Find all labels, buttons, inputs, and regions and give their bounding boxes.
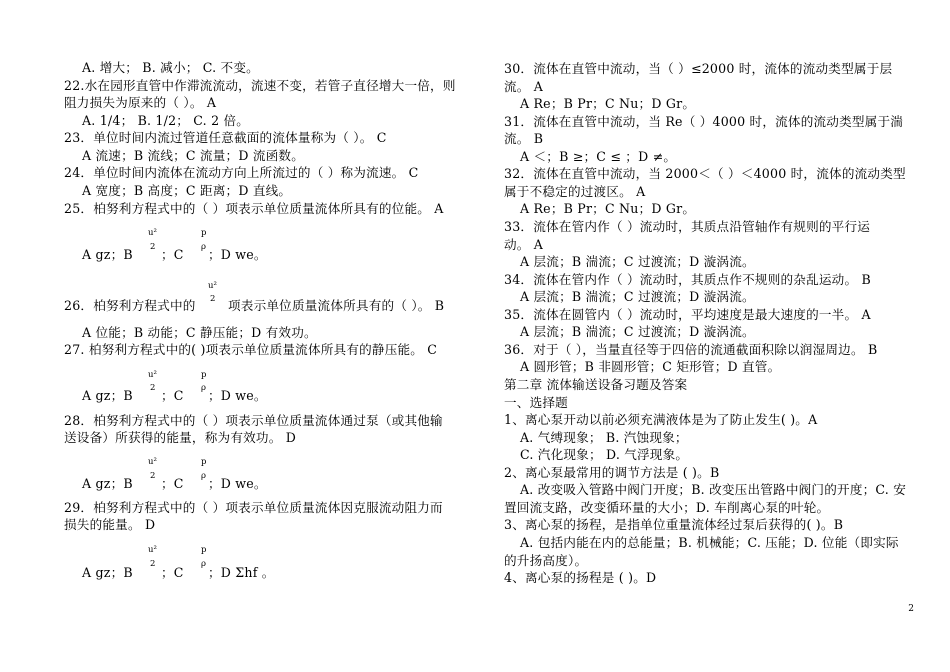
q32-options: A Re；B Pr；C Nu；D Gr。 — [520, 201, 696, 216]
c2-q3-options: A. 包括内能在内的总能量；B. 机械能；C. 压能；D. 位能（即实际 — [520, 535, 899, 550]
c2-q2-text: 2、离心泵最常用的调节方法是 ( )。B — [504, 465, 720, 480]
q32-text: 32．流体在直管中流动，当 2000＜（ ）＜4000 时，流体的流动类型 — [504, 166, 906, 181]
q27-option-d: ；D we。 — [208, 388, 267, 403]
q24-text: 24．单位时间内流体在流动方向上所流过的（ ）称为流速。 C — [64, 165, 419, 180]
q27-fraction-rho: ρ — [201, 383, 206, 393]
q28-text: 28．柏努利方程式中的（ ）项表示单位质量流体通过泵（或其他输 — [64, 413, 443, 428]
q22-text-cont: 阻力损失为原来的（ ）。 A — [64, 95, 217, 110]
q29-option-d: ；D Σhf 。 — [208, 565, 275, 580]
c2-q2-options-cont: 置回流支路，改变循环量的大小；D. 车削离心泵的叶轮。 — [504, 500, 830, 515]
q33-options: A 层流；B 湍流；C 过渡流；D 漩涡流。 — [520, 254, 755, 269]
q22-text: 22.水在园形直管中作滞流流动，流速不变，若管子直径增大一倍，则 — [64, 78, 456, 93]
q24-options: A 宽度；B 高度；C 距离；D 直线。 — [82, 183, 292, 198]
q26-text: 26．柏努利方程式中的 — [64, 298, 196, 313]
q29-fraction-rho: ρ — [201, 559, 206, 569]
q27-fraction-2: 2 — [150, 383, 156, 393]
q35-options: A 层流；B 湍流；C 过渡流；D 漩涡流。 — [520, 324, 755, 339]
q31-options: A ＜；B ≥；C ≤ ；D ≠。 — [520, 149, 677, 164]
q23-options: A 流速；B 流线；C 流量；D 流函数。 — [82, 148, 305, 163]
q26-options: A 位能；B 动能；C 静压能；D 有效功。 — [82, 325, 317, 340]
q36-options: A 圆形管；B 非圆形管；C 矩形管；D 直管。 — [520, 359, 781, 374]
q30-text-cont: 流。 A — [504, 79, 544, 94]
page-number: 2 — [908, 604, 914, 614]
q28-fraction-u2: u² — [148, 457, 157, 467]
q28-text-cont: 送设备）所获得的能量，称为有效功。 D — [64, 430, 296, 445]
q28-fraction-rho: ρ — [201, 471, 206, 481]
q34-options: A 层流；B 湍流；C 过渡流；D 漩涡流。 — [520, 289, 755, 304]
c2-q1-options-cd: C. 汽化现象； D. 气浮现象。 — [520, 447, 689, 462]
q30-text: 30．流体在直管中流动，当（ ）≤2000 时，流体的流动类型属于层 — [504, 61, 893, 76]
q29-text: 29．柏努利方程式中的（ ）项表示单位质量流体因克服流动阻力而 — [64, 500, 443, 515]
q25-option-d: ；D we。 — [208, 247, 267, 262]
q29-fraction-2: 2 — [150, 559, 156, 569]
q29-fraction-u2: u² — [148, 545, 157, 555]
q29-option-a: A gz；B — [82, 565, 133, 580]
q31-text-cont: 流。 B — [504, 131, 544, 146]
q22-options: A. 1/4； B. 1/2； C. 2 倍。 — [82, 113, 250, 128]
q27-option-a: A gz；B — [82, 388, 133, 403]
chapter-heading: 第二章 流体输送设备习题及答案 — [504, 377, 688, 392]
q27-fraction-u2: u² — [148, 370, 157, 380]
q28-fraction-2: 2 — [150, 471, 156, 481]
c2-q3-text: 3、离心泵的扬程，是指单位重量流体经过泵后获得的( )。B — [504, 517, 844, 532]
q29-text-cont: 损失的能量。 D — [64, 517, 156, 532]
q25-fraction-u2: u² — [148, 228, 157, 238]
q29-option-c: ；C — [161, 565, 184, 580]
q28-option-c: ；C — [161, 476, 184, 491]
q27-option-c: ；C — [161, 388, 184, 403]
c2-q1-text: 1、离心泵开动以前必须充满液体是为了防止发生( )。A — [504, 412, 818, 427]
q36-text: 36．对于（ ），当量直径等于四倍的流通截面积除以润湿周边。 B — [504, 342, 878, 357]
q26-fraction-2: 2 — [210, 294, 216, 304]
q34-text: 34．流体在管内作（ ）流动时，其质点作不规则的杂乱运动。 B — [504, 272, 871, 287]
c2-q1-options-ab: A. 气缚现象； B. 汽蚀现象； — [520, 430, 688, 445]
q26-fraction-u2: u² — [208, 281, 217, 291]
q28-option-a: A gz；B — [82, 476, 133, 491]
q25-fraction-rho: ρ — [201, 242, 206, 252]
q28-fraction-p: p — [201, 457, 207, 467]
q25-option-a: A gz；B — [82, 247, 133, 262]
q31-text: 31．流体在直管中流动，当 Re（ ）4000 时，流体的流动类型属于湍 — [504, 114, 904, 129]
q21-options: A. 增大； B. 减小； C. 不变。 — [82, 60, 259, 75]
section-heading: 一、选择题 — [504, 395, 568, 410]
q27-text: 27. 柏努利方程式中的( )项表示单位质量流体所具有的静压能。 C — [64, 342, 438, 357]
q25-text: 25．柏努利方程式中的（ ）项表示单位质量流体所具有的位能。 A — [64, 201, 444, 216]
q33-text: 33．流体在管内作（ ）流动时，其质点沿管轴作有规则的平行运 — [504, 219, 871, 234]
q27-fraction-p: p — [201, 370, 207, 380]
q25-option-c: ；C — [161, 247, 184, 262]
q28-option-d: ；D we。 — [208, 476, 267, 491]
q25-fraction-2: 2 — [150, 242, 156, 252]
q35-text: 35．流体在圆管内（ ）流动时，平均速度是最大速度的一半。 A — [504, 307, 871, 322]
c2-q2-options: A. 改变吸入管路中阀门开度；B. 改变压出管路中阀门的开度；C. 安 — [520, 482, 906, 497]
q29-fraction-p: p — [201, 545, 207, 555]
c2-q3-options-cont: 的升扬高度）。 — [504, 553, 588, 568]
c2-q4-text: 4、离心泵的扬程是 ( )。D — [504, 570, 657, 585]
q30-options: A Re；B Pr；C Nu；D Gr。 — [520, 96, 696, 111]
q26-text-cont: 项表示单位质量流体所具有的（ ）。 B — [228, 298, 445, 313]
q32-text-cont: 属于不稳定的过渡区。 A — [504, 184, 646, 199]
q33-text-cont: 动。 A — [504, 237, 544, 252]
q25-fraction-p: p — [201, 228, 207, 238]
q23-text: 23．单位时间内流过管道任意截面的流体量称为（ ）。 C — [64, 130, 387, 145]
